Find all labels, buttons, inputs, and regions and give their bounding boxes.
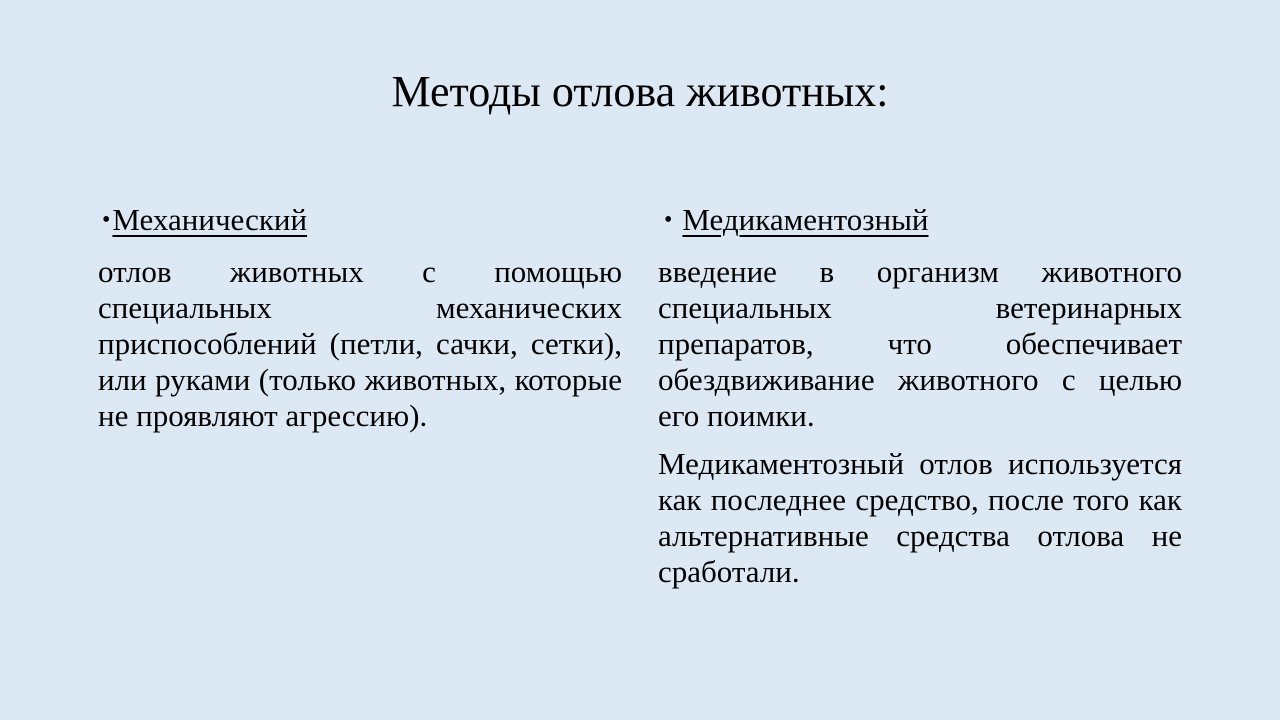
slide-title: Методы отлова животных:	[391, 67, 889, 116]
method-medication-note: Медикаментозный отлов используется как последнее средство, после того как альтернативные средства отлова не сработали.	[658, 446, 1182, 589]
method-mechanical-description: отлов животных с помощью специальных механических приспособлений (петли, сачки, сетки), или руками (только животных, которые не проявляют агрессию).	[98, 254, 622, 433]
method-mechanical-column	[98, 198, 622, 434]
method-medication-heading: Медикаментозный	[682, 202, 929, 237]
method-mechanical-bullet	[98, 198, 622, 244]
bullet-dot-icon: •	[664, 207, 673, 233]
bullet-dot-icon: •	[102, 207, 111, 233]
method-medication-column	[658, 198, 1182, 590]
method-medication-description: введение в организм животного специальных ветеринарных препаратов, что обеспечивает обездвиживание животного с целью его поимки.	[658, 254, 1182, 433]
method-medication-bullet	[658, 198, 1182, 244]
method-mechanical-heading: Механический	[112, 202, 308, 237]
